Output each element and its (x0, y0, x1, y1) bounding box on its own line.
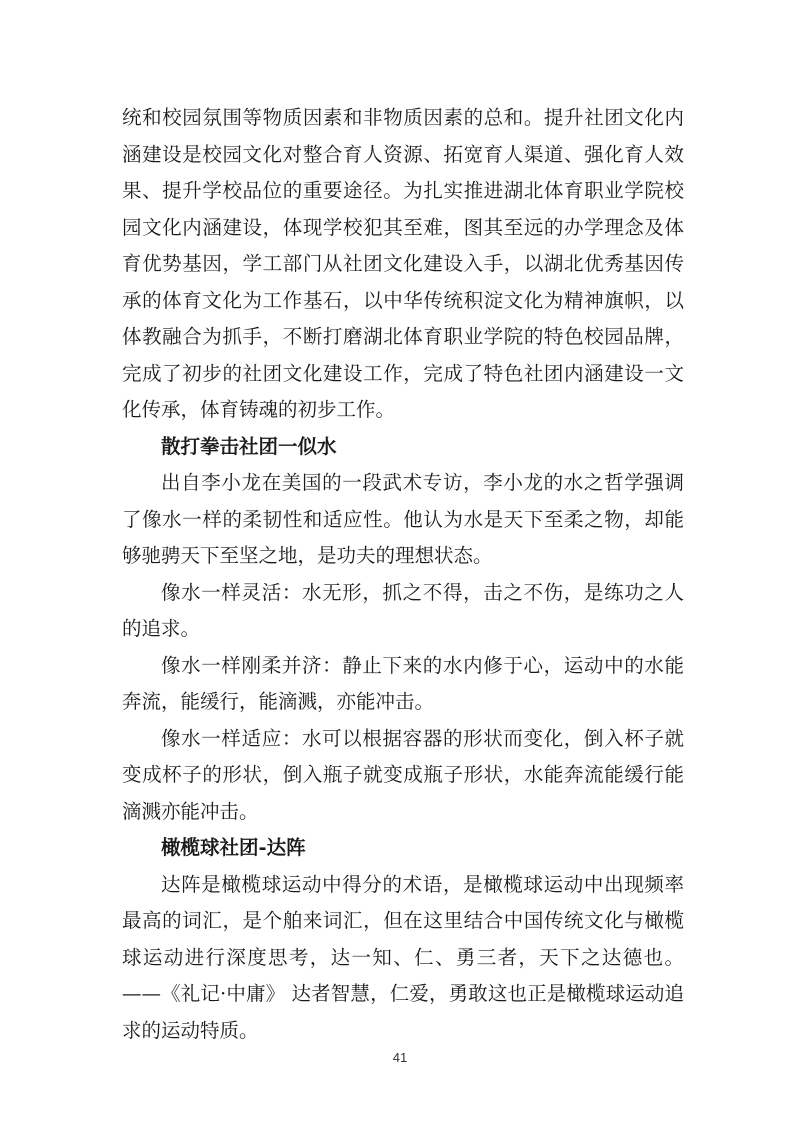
paragraph-bruce-lee: 出自李小龙在美国的一段武术专访，李小龙的水之哲学强调了像水一样的柔韧性和适应性。他认为水是天下至柔之物，却能够驰骋天下至坚之地，是功夫的理想状态。 (122, 471, 684, 567)
paragraph-hard-soft: 像水一样刚柔并济：静止下来的水内修于心，运动中的水能奔流，能缓行，能滴溅，亦能冲击。 (122, 653, 684, 713)
paragraph-touchdown: 达阵是橄榄球运动中得分的术语，是橄榄球运动中出现频率最高的词汇，是个舶来词汇，但在这里结合中国传统文化与橄榄球运动进行深度思考，达一知、仁、勇三者，天下之达德也。——《礼记·中庸》 达者智慧，仁爱，勇敢这也正是橄榄球运动追求的运动特质。 (122, 872, 684, 1042)
paragraph-adapt: 像水一样适应：水可以根据容器的形状而变化，倒入杯子就变成杯子的形状，倒入瓶子就变成瓶子形状，水能奔流能缓行能滴溅亦能冲击。 (122, 726, 684, 823)
paragraph-flexible: 像水一样灵活：水无形，抓之不得，击之不伤，是练功之人的追求。 (122, 580, 684, 640)
section-heading-rugby: 橄榄球社团-达阵 (161, 836, 306, 859)
section-heading-sanda-boxing: 散打拳击社团一似水 (161, 434, 337, 458)
document-body (122, 100, 684, 1049)
paragraph-intro: 统和校园氛围等物质因素和非物质因素的总和。提升社团文化内涵建设是校园文化对整合育人资源、拓宽育人渠道、强化育人效果、提升学校品位的重要途径。为扎实推进湖北体育职业学院校园文化内涵建设，体现学校犯其至难，图其至远的办学理念及体育优势基因，学工部门从社团文化建设入手，以湖北优秀基因传承的体育文化为工作基石，以中华传统积淀文化为精神旗帜，以体教融合为抓手，不断打磨湖北体育职业学院的特色校园品牌，完成了初步的社团文化建设工作，完成了特色社团内涵建设一文化传承，体育铸魂的初步工作。 (122, 106, 684, 421)
page-number: 41 (392, 1050, 408, 1065)
